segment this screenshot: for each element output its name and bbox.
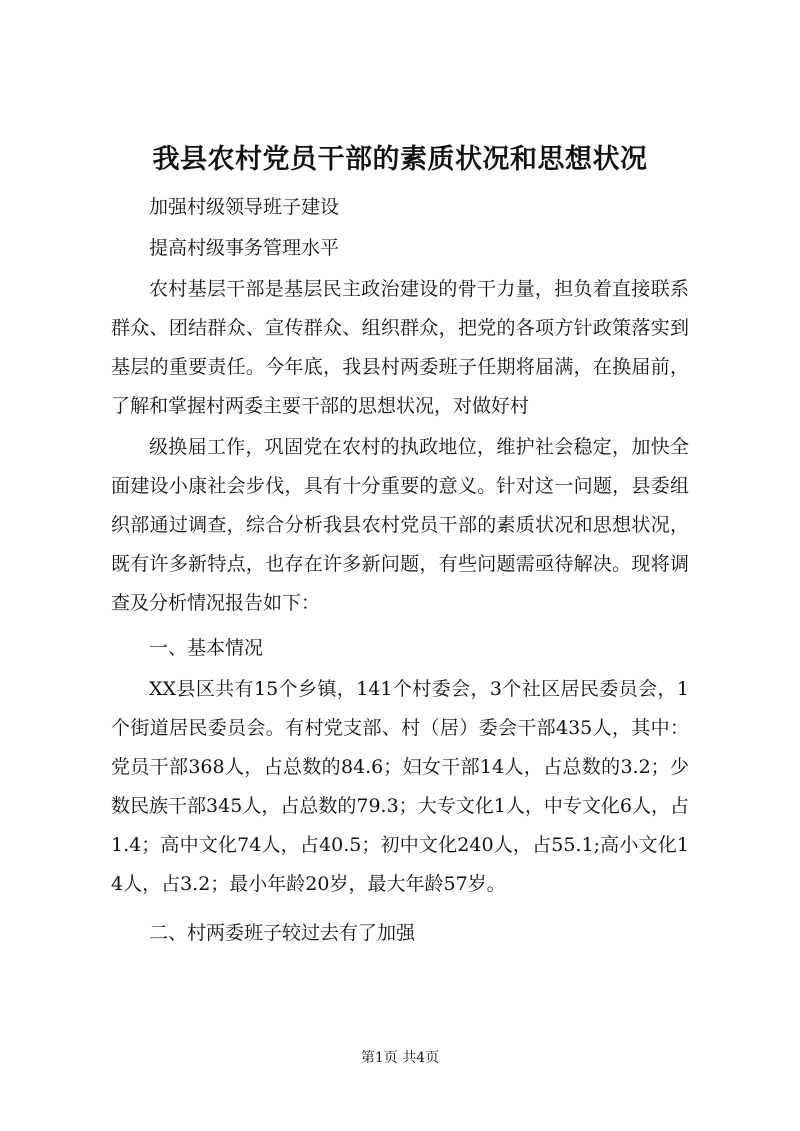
intro-paragraph: 农村基层干部是基层民主政治建设的骨干力量，担负着直接联系群众、团结群众、宣传群众、组织群众，把党的各项方针政策落实到基层的重要责任。今年底，我县村两委班子任期将届满，在换届前，了解和掌握村两委主要干部的思想状况，对做好村 bbox=[111, 278, 689, 417]
subtitle-line-2: 提高村级事务管理水平 bbox=[149, 237, 340, 259]
purpose-paragraph: 级换届工作，巩固党在农村的执政地位，维护社会稳定，加快全面建设小康社会步伐，具有十分重要的意义。针对这一问题，县委组织部通过调查，综合分析我县农村党员干部的素质状况和思想状况，既有许多新特点，也存在许多新问题，有些问题需亟待解决。现将调查及分析情况报告如下： bbox=[111, 436, 689, 614]
page-title: 我县农村党员干部的素质状况和思想状况 bbox=[152, 144, 648, 175]
subtitle-line-1: 加强村级领导班子建设 bbox=[149, 196, 340, 218]
document-body bbox=[111, 186, 689, 953]
page-footer: 第1页 共4页 bbox=[360, 1050, 440, 1066]
section-heading-village-committee: 二、村两委班子较过去有了加强 bbox=[149, 922, 416, 944]
statistics-paragraph: XX县区共有15个乡镇，141个村委会，3个社区居民委员会，1个街道居民委员会。有村党支部、村（居）委会干部435人，其中：党员干部368人，占总数的84.6；妇女干部14人，占总数的3.2；少数民族干部345人，占总数的79.3；大专文化1人，中专文化6人，占1.4；高中文化74人，占40.5；初中文化240人，占55.1;高小文化14人，占3.2；最小年龄20岁，最大年龄57岁。 bbox=[111, 678, 689, 895]
section-heading-basic: 一、基本情况 bbox=[149, 637, 264, 659]
